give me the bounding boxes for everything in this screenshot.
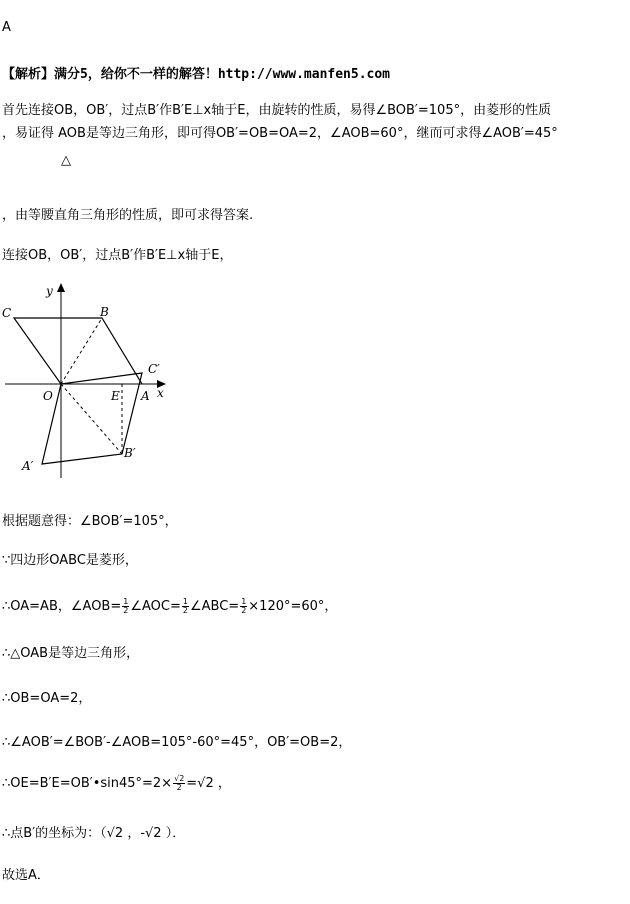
explanation-line-3: ，由等腰直角三角形的性质，即可求得答案. [2, 208, 254, 223]
step-3 [2, 595, 337, 615]
fraction-sqrt2-over-2: $\frac{√2}{2}$ [174, 774, 185, 792]
step-7 [2, 772, 231, 792]
step-4: ∴△OAB是等边三角形， [2, 646, 140, 661]
construction-text: 连接OB，OB′，过点B′作B′E⊥x轴于E， [2, 248, 233, 263]
label-a-prime: A′ [22, 459, 34, 473]
step-3-part-c: ∠ABC= [189, 599, 240, 614]
label-c-prime: C′ [148, 362, 160, 376]
step-3-part-d: ×120°=60°， [248, 599, 338, 614]
explanation-line-2: ，易证得 AOB是等边三角形，即可得OB′=OB=OA=2，∠AOB=60°，继而可求得∠AOB′=45° [2, 126, 558, 141]
step-3-part-b: ∠AOC= [130, 599, 181, 614]
triangle-symbol: △ [61, 153, 71, 168]
step-5: ∴OB=OA=2， [2, 691, 92, 706]
y-axis-arrow [57, 283, 65, 292]
label-b: B [100, 305, 109, 319]
segment-ob [61, 318, 102, 384]
label-x: x [157, 386, 164, 400]
rhombus-oabc [14, 318, 142, 384]
label-y: y [46, 284, 53, 298]
label-c: C [2, 306, 12, 320]
step-7-part-b: =√2 ， [186, 776, 231, 791]
label-o: O [43, 389, 53, 403]
answer-letter: A [2, 20, 11, 35]
label-a: A [141, 389, 150, 403]
explanation-line-1: 首先连接OB，OB′，过点B′作B′E⊥x轴于E，由旋转的性质，易得∠BOB′=105°，由菱形的性质 [2, 103, 552, 118]
label-b-prime: B′ [124, 446, 136, 460]
step-1: 根据题意得：∠BOB′=105°， [2, 514, 178, 529]
step-2: ∵四边形OABC是菱形， [2, 553, 138, 568]
step-9: 故选A． [2, 868, 50, 883]
fraction-half-2: $\frac{1}{2}$ [182, 597, 188, 615]
step-3-part-a: ∴OA=AB，∠AOB= [2, 599, 122, 614]
step-7-part-a: ∴OE=B′E=OB′•sin45°=2× [2, 776, 173, 791]
analysis-header: 【解析】满分5，给你不一样的解答！http://www.manfen5.com [2, 67, 391, 82]
step-6: ∴∠AOB′=∠BOB′-∠AOB=105°-60°=45°，OB′=OB=2， [2, 735, 352, 750]
rhombus-figure [0, 280, 180, 480]
fraction-half-1: $\frac{1}{2}$ [123, 597, 129, 615]
fraction-half-3: $\frac{1}{2}$ [241, 597, 247, 615]
label-e: E [111, 389, 120, 403]
step-8: ∴点B′的坐标为：（√2 ，-√2 ）． [2, 826, 186, 841]
